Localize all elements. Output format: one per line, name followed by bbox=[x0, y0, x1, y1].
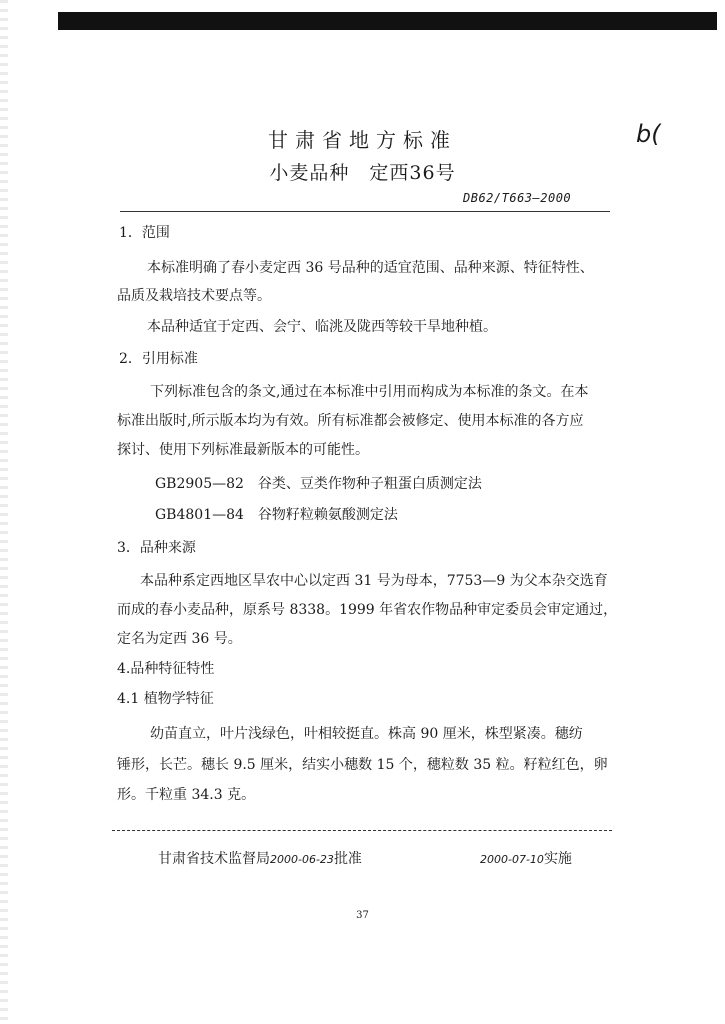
scan-edge bbox=[0, 0, 8, 1024]
issue-statement bbox=[158, 848, 362, 868]
implementation-suffix: 实施 bbox=[543, 851, 572, 867]
document-subtitle: 小麦品种 定西36号 bbox=[269, 162, 456, 184]
standard-number: DB62/T663—2000 bbox=[463, 191, 572, 205]
section-2-para-line: 探讨、使用下列标准最新版本的可能性。 bbox=[117, 442, 369, 458]
scan-top-bar bbox=[58, 12, 717, 30]
section-2-heading: 2．引用标准 bbox=[119, 351, 198, 367]
issue-suffix: 批准 bbox=[333, 851, 362, 867]
section-1-heading: 1．范围 bbox=[119, 225, 170, 241]
section-4-1-para-line: 幼苗直立，叶片浅绿色，叶相较挺直。株高 90 厘米，株型紧凑。穗纺 bbox=[150, 726, 583, 742]
section-1-para-2: 本品种适宜于定西、会宁、临洮及陇西等较干旱地种植。 bbox=[147, 319, 497, 335]
reference-item: GB4801—84 谷物籽粒赖氨酸测定法 bbox=[155, 507, 398, 523]
issue-date: 2000-06-23 bbox=[270, 853, 334, 866]
section-4-1-para-line: 锤形，长芒。穗长 9.5 厘米，结实小穗数 15 个，穗粒数 35 粒。籽粒红色，卵 bbox=[117, 757, 608, 773]
footer-rule bbox=[112, 830, 612, 831]
section-1-para-line: 品质及栽培技术要点等。 bbox=[117, 288, 271, 304]
implementation-statement bbox=[480, 848, 572, 868]
section-2-para-line: 标准出版时,所示版本均为有效。所有标准都会被修定、使用本标准的各方应 bbox=[117, 413, 584, 429]
reference-item: GB2905—82 谷类、豆类作物种子粗蛋白质测定法 bbox=[155, 476, 482, 492]
section-4-1-heading: 4.1 植物学特征 bbox=[117, 691, 214, 707]
section-3-para-line: 而成的春小麦品种，原系号 8338。1999 年省农作物品种审定委员会审定通过， bbox=[117, 602, 618, 618]
implementation-date: 2000-07-10 bbox=[480, 853, 544, 866]
document-title: 甘肃省地方标准 bbox=[268, 128, 457, 152]
section-3-heading: 3．品种来源 bbox=[117, 540, 196, 556]
section-4-1-para-line: 形。千粒重 34.3 克。 bbox=[117, 787, 256, 803]
page-number: 37 bbox=[356, 910, 369, 921]
margin-handwritten-mark: b( bbox=[636, 120, 661, 148]
section-3-para-line: 定名为定西 36 号。 bbox=[117, 631, 242, 647]
section-2-para-line: 下列标准包含的条文,通过在本标准中引用而构成为本标准的条文。在本 bbox=[150, 384, 589, 400]
issuer-name: 甘肃省技术监督局 bbox=[158, 851, 270, 867]
header-rule bbox=[120, 211, 610, 212]
section-3-para-line: 本品种系定西地区旱农中心以定西 31 号为母本，7753—9 为父本杂交选育 bbox=[140, 573, 608, 589]
section-4-heading: 4.品种特征特性 bbox=[117, 661, 215, 677]
section-1-para-line: 本标准明确了春小麦定西 36 号品种的适宜范围、品种来源、特征特性、 bbox=[147, 260, 594, 276]
